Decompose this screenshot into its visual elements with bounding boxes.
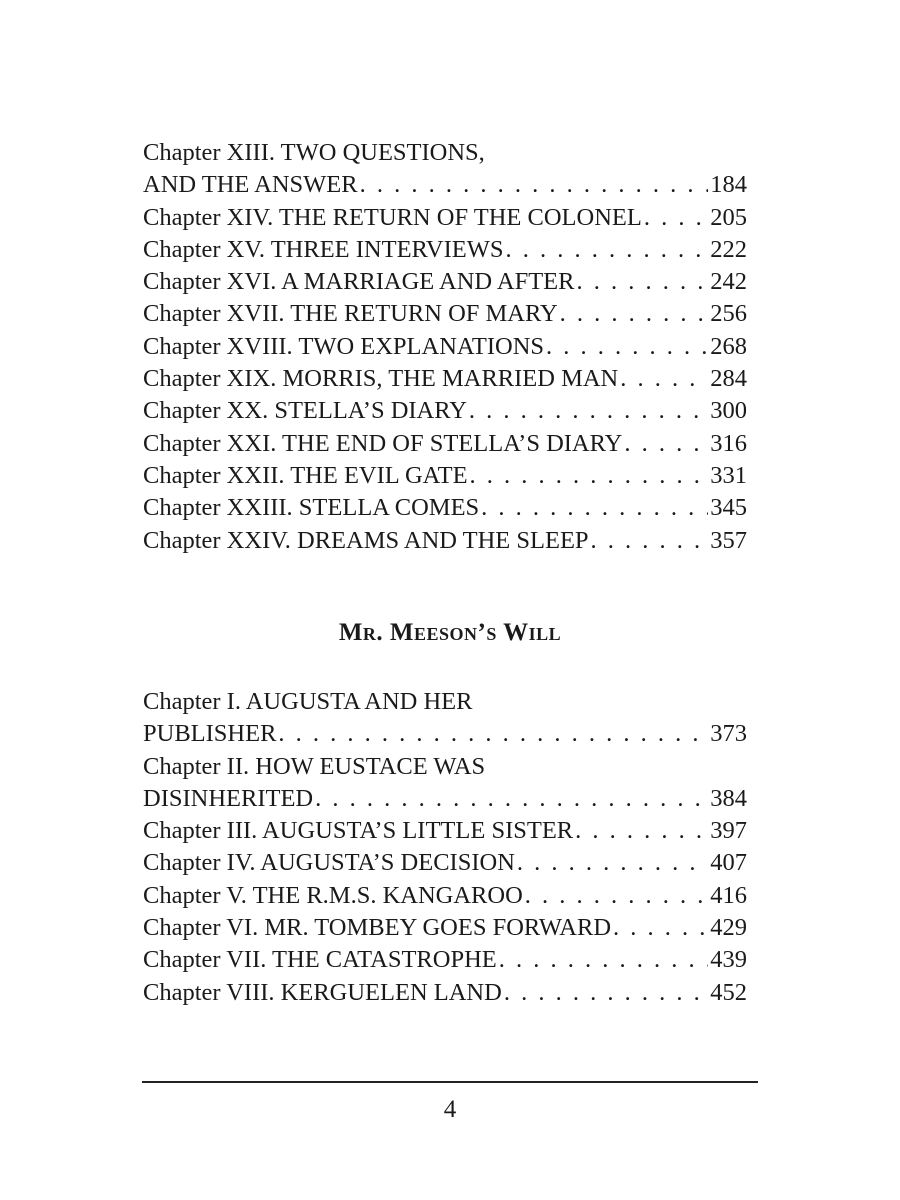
toc-entry-page: 222	[710, 235, 747, 263]
toc-entry-title: Chapter XV. THREE INTERVIEWS	[143, 235, 504, 263]
toc-entry[interactable]	[143, 266, 747, 298]
dot-leader	[499, 944, 709, 976]
toc-entry-line	[143, 395, 747, 427]
toc-entry[interactable]	[143, 363, 747, 395]
toc-entry-title: Chapter XXIII. STELLA COMES	[143, 494, 480, 522]
toc-entry-line	[143, 331, 747, 363]
toc-entry-page: 242	[710, 268, 747, 296]
dot-leader	[315, 783, 708, 815]
toc-entry[interactable]	[143, 137, 747, 202]
toc-entry-title: Chapter VII. THE CATASTROPHE	[143, 946, 497, 974]
toc-entry[interactable]	[143, 460, 747, 492]
toc-entry[interactable]	[143, 395, 747, 427]
toc-entry-page: 300	[710, 397, 747, 425]
dot-leader	[506, 234, 709, 266]
dot-leader	[560, 298, 709, 330]
toc-entry-page: 439	[710, 946, 747, 974]
toc-entry-page: 357	[710, 526, 747, 554]
toc-entry-line	[143, 428, 747, 460]
toc-entry[interactable]	[143, 234, 747, 266]
toc-entry[interactable]	[143, 202, 747, 234]
page-number: 4	[443, 1096, 457, 1123]
dot-leader	[504, 977, 708, 1009]
toc-entry-line	[143, 169, 747, 201]
dot-leader	[517, 847, 708, 879]
toc-entry[interactable]	[143, 847, 747, 879]
toc-entry-title: Chapter I. AUGUSTA AND HER	[143, 688, 473, 715]
toc-entry-page: 331	[710, 461, 747, 489]
toc-entry-title: Chapter III. AUGUSTA’S LITTLE SISTER	[143, 817, 574, 845]
toc-entry-line	[143, 137, 747, 169]
toc-entry[interactable]	[143, 977, 747, 1009]
dot-leader	[525, 880, 708, 912]
toc-entry-title: Chapter XXI. THE END OF STELLA’S DIARY	[143, 429, 623, 457]
toc-entry-page: 184	[710, 171, 747, 199]
toc-entry-line	[143, 880, 747, 912]
toc-entry[interactable]	[143, 428, 747, 460]
toc-entry-line	[143, 847, 747, 879]
toc-entry-line	[143, 460, 747, 492]
toc-entry-title: Chapter II. HOW EUSTACE WAS	[143, 752, 486, 780]
toc-entry-line	[143, 718, 747, 750]
dot-leader	[481, 492, 708, 524]
toc-entry-title: PUBLISHER	[143, 720, 277, 748]
toc-entry-line	[143, 815, 747, 847]
dot-leader	[620, 363, 708, 395]
toc-entry-line	[143, 912, 747, 944]
dot-leader	[644, 202, 708, 234]
toc-entry-line	[143, 202, 747, 234]
dot-leader	[360, 169, 709, 201]
toc-entry-page: 205	[710, 203, 747, 231]
toc-entry-page: 268	[710, 332, 747, 360]
toc-entry-title: Chapter VIII. KERGUELEN LAND	[143, 978, 502, 1006]
toc-list-top	[143, 137, 747, 557]
toc-entry-line	[143, 492, 747, 524]
toc-entry-page: 256	[710, 300, 747, 328]
toc-entry-page: 407	[710, 849, 747, 877]
toc-entry-title: Chapter XXIV. DREAMS AND THE SLEEP	[143, 526, 589, 554]
toc-entry-title: Chapter V. THE R.M.S. KANGAROO	[143, 881, 523, 909]
dot-leader	[624, 428, 708, 460]
toc-entry[interactable]	[143, 912, 747, 944]
dot-leader	[613, 912, 708, 944]
toc-entry-line	[143, 363, 747, 395]
dot-leader	[546, 331, 708, 363]
toc-entry[interactable]	[143, 815, 747, 847]
toc-entry-line	[143, 298, 747, 330]
toc-entry-title: Chapter XVI. A MARRIAGE AND AFTER	[143, 268, 575, 296]
toc-entry-title: Chapter IV. AUGUSTA’S DECISION	[143, 849, 515, 877]
toc-entry-line	[143, 783, 747, 815]
toc-entry-title: DISINHERITED	[143, 784, 314, 812]
toc-entry-line	[143, 234, 747, 266]
toc-entry-title: Chapter XIX. MORRIS, THE MARRIED MAN	[143, 365, 619, 393]
dot-leader	[575, 815, 708, 847]
toc-entry[interactable]	[143, 331, 747, 363]
toc-entry-title: Chapter XVIII. TWO EXPLANATIONS	[143, 332, 545, 360]
dot-leader	[278, 718, 708, 750]
toc-entry-line	[143, 751, 747, 783]
toc-entry-title: Chapter XX. STELLA’S DIARY	[143, 397, 467, 425]
toc-entry-line	[143, 944, 747, 976]
toc-entry[interactable]	[143, 525, 747, 557]
toc-entry-page: 452	[710, 978, 747, 1006]
toc-entry[interactable]	[143, 880, 747, 912]
toc-entry-line	[143, 266, 747, 298]
footer-rule	[142, 1081, 758, 1083]
toc-entry[interactable]	[143, 686, 747, 751]
toc-entry-line	[143, 977, 747, 1009]
toc-entry[interactable]	[143, 492, 747, 524]
toc-entry-page: 316	[710, 429, 747, 457]
toc-entry-page: 284	[710, 365, 747, 393]
toc-entry-title: Chapter XIV. THE RETURN OF THE COLONEL	[143, 203, 642, 231]
toc-entry[interactable]	[143, 298, 747, 330]
section-heading: Mr. Meeson’s Will	[338, 619, 562, 646]
toc-entry-title: Chapter VI. MR. TOMBEY GOES FORWARD	[143, 914, 612, 942]
toc-entry[interactable]	[143, 751, 747, 816]
toc-entry-title: AND THE ANSWER	[143, 171, 358, 199]
toc-entry-line	[143, 525, 747, 557]
toc-entry-line	[143, 686, 747, 718]
toc-list-bottom	[143, 686, 747, 1009]
toc-entry-page: 416	[710, 881, 747, 909]
toc-entry-title: Chapter XIII. TWO QUESTIONS,	[143, 139, 485, 166]
toc-entry-page: 384	[710, 784, 747, 812]
toc-entry-page: 345	[710, 494, 747, 522]
dot-leader	[591, 525, 709, 557]
dot-leader	[470, 460, 709, 492]
toc-entry[interactable]	[143, 944, 747, 976]
toc-entry-title: Chapter XVII. THE RETURN OF MARY	[143, 300, 558, 328]
toc-entry-page: 373	[710, 720, 747, 748]
dot-leader	[576, 266, 708, 298]
toc-entry-title: Chapter XXII. THE EVIL GATE	[143, 461, 468, 489]
toc-entry-page: 429	[710, 914, 747, 942]
toc-entry-page: 397	[710, 817, 747, 845]
dot-leader	[469, 395, 708, 427]
